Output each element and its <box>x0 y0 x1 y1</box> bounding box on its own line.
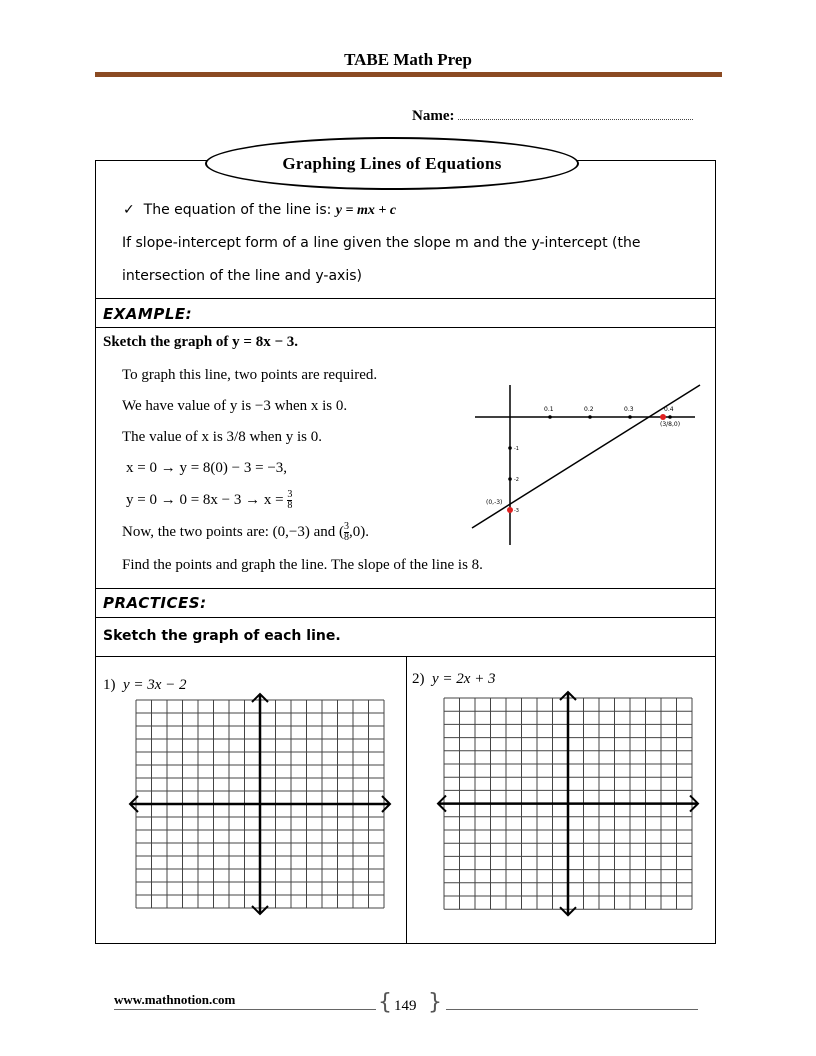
example-task-label: Sketch the graph of <box>103 334 233 350</box>
y-tick-dot <box>508 477 512 481</box>
example-step-1: To graph this line, two points are required. <box>122 367 378 383</box>
x-tick-label: 0.4 <box>664 406 674 413</box>
example-step-3: The value of x is 3/8 when y is 0. <box>122 429 322 445</box>
x-tick-dot <box>588 415 592 419</box>
page-header-title: TABE Math Prep <box>344 50 472 69</box>
check-icon: ✓ <box>123 202 135 218</box>
y-intercept-label: (0,-3) <box>486 499 503 506</box>
header-divider <box>95 72 722 77</box>
divider <box>95 298 716 299</box>
example-heading: EXAMPLE: <box>103 305 193 323</box>
example-task-equation: y = 8x − 3. <box>232 334 299 350</box>
divider <box>95 588 716 589</box>
intro-text: The equation of the line is: <box>143 202 336 218</box>
x-tick-dot <box>628 415 632 419</box>
example-graph <box>470 380 705 550</box>
intro-line-1 <box>123 202 396 219</box>
footer-rule-left <box>114 1009 376 1010</box>
x-tick-label: 0.3 <box>624 406 634 413</box>
fraction-denominator: 8 <box>287 500 293 511</box>
intro-equation: y = mx + c <box>335 203 397 218</box>
intro-line-2: If slope-intercept form of a line given the slope m and the y-intercept (the <box>122 235 641 251</box>
divider <box>95 617 716 618</box>
example-step-2: We have value of y is −3 when x is 0. <box>122 398 348 414</box>
x-intercept-point <box>660 414 666 420</box>
page-bracket-right: } <box>428 990 442 1015</box>
problem-number: 2) <box>412 671 425 687</box>
example-step-5 <box>126 490 292 511</box>
x-tick-label: 0.2 <box>584 406 594 413</box>
footer-rule-right <box>446 1009 698 1010</box>
name-label: Name: <box>412 108 455 124</box>
practices-heading: PRACTICES: <box>103 594 207 612</box>
example-step-5-text: y = 0 → 0 = 8x − 3 → x = <box>126 491 284 508</box>
y-tick-label: -3 <box>514 508 519 514</box>
x-intercept-label: (3/8,0) <box>660 421 681 428</box>
fraction-denominator: 8 <box>344 532 350 543</box>
x-tick-dot <box>548 415 552 419</box>
problem-equation: y = 3x − 2 <box>123 677 187 693</box>
problem-number: 1) <box>103 677 116 693</box>
example-step-6-text: Now, the two points are: (0,−3) and ( <box>122 523 345 540</box>
name-field[interactable] <box>412 107 693 125</box>
fraction-numerator: 3 <box>344 521 350 532</box>
y-tick-label: -2 <box>514 477 519 483</box>
y-tick-dot <box>508 446 512 450</box>
practices-instruction: Sketch the graph of each line. <box>103 628 341 644</box>
page-bracket-left: { <box>378 990 392 1015</box>
y-intercept-point <box>507 507 513 513</box>
page-number: 149 <box>394 998 417 1014</box>
example-step-6-suffix: ,0). <box>349 523 370 540</box>
problem-equation: y = 2x + 3 <box>432 671 496 687</box>
divider <box>95 327 716 328</box>
example-step-4: x = 0 → y = 8(0) − 3 = −3, <box>126 460 288 476</box>
name-blank[interactable] <box>458 107 693 120</box>
intro-line-3: intersection of the line and y-axis) <box>122 268 362 284</box>
example-step-7: Find the points and graph the line. The slope of the line is 8. <box>122 557 483 573</box>
problem-1-grid[interactable] <box>124 690 394 920</box>
fraction-numerator: 3 <box>287 489 293 500</box>
problem-2-grid[interactable] <box>432 686 702 926</box>
column-divider <box>406 656 407 944</box>
x-tick-dot <box>668 415 672 419</box>
x-tick-label: 0.1 <box>544 406 554 413</box>
fraction <box>287 490 292 511</box>
footer-website[interactable]: www.mathnotion.com <box>114 992 236 1007</box>
example-task <box>103 334 298 351</box>
example-step-6 <box>122 522 369 543</box>
y-tick-label: -1 <box>514 446 519 452</box>
worksheet-title: Graphing Lines of Equations <box>205 137 579 190</box>
